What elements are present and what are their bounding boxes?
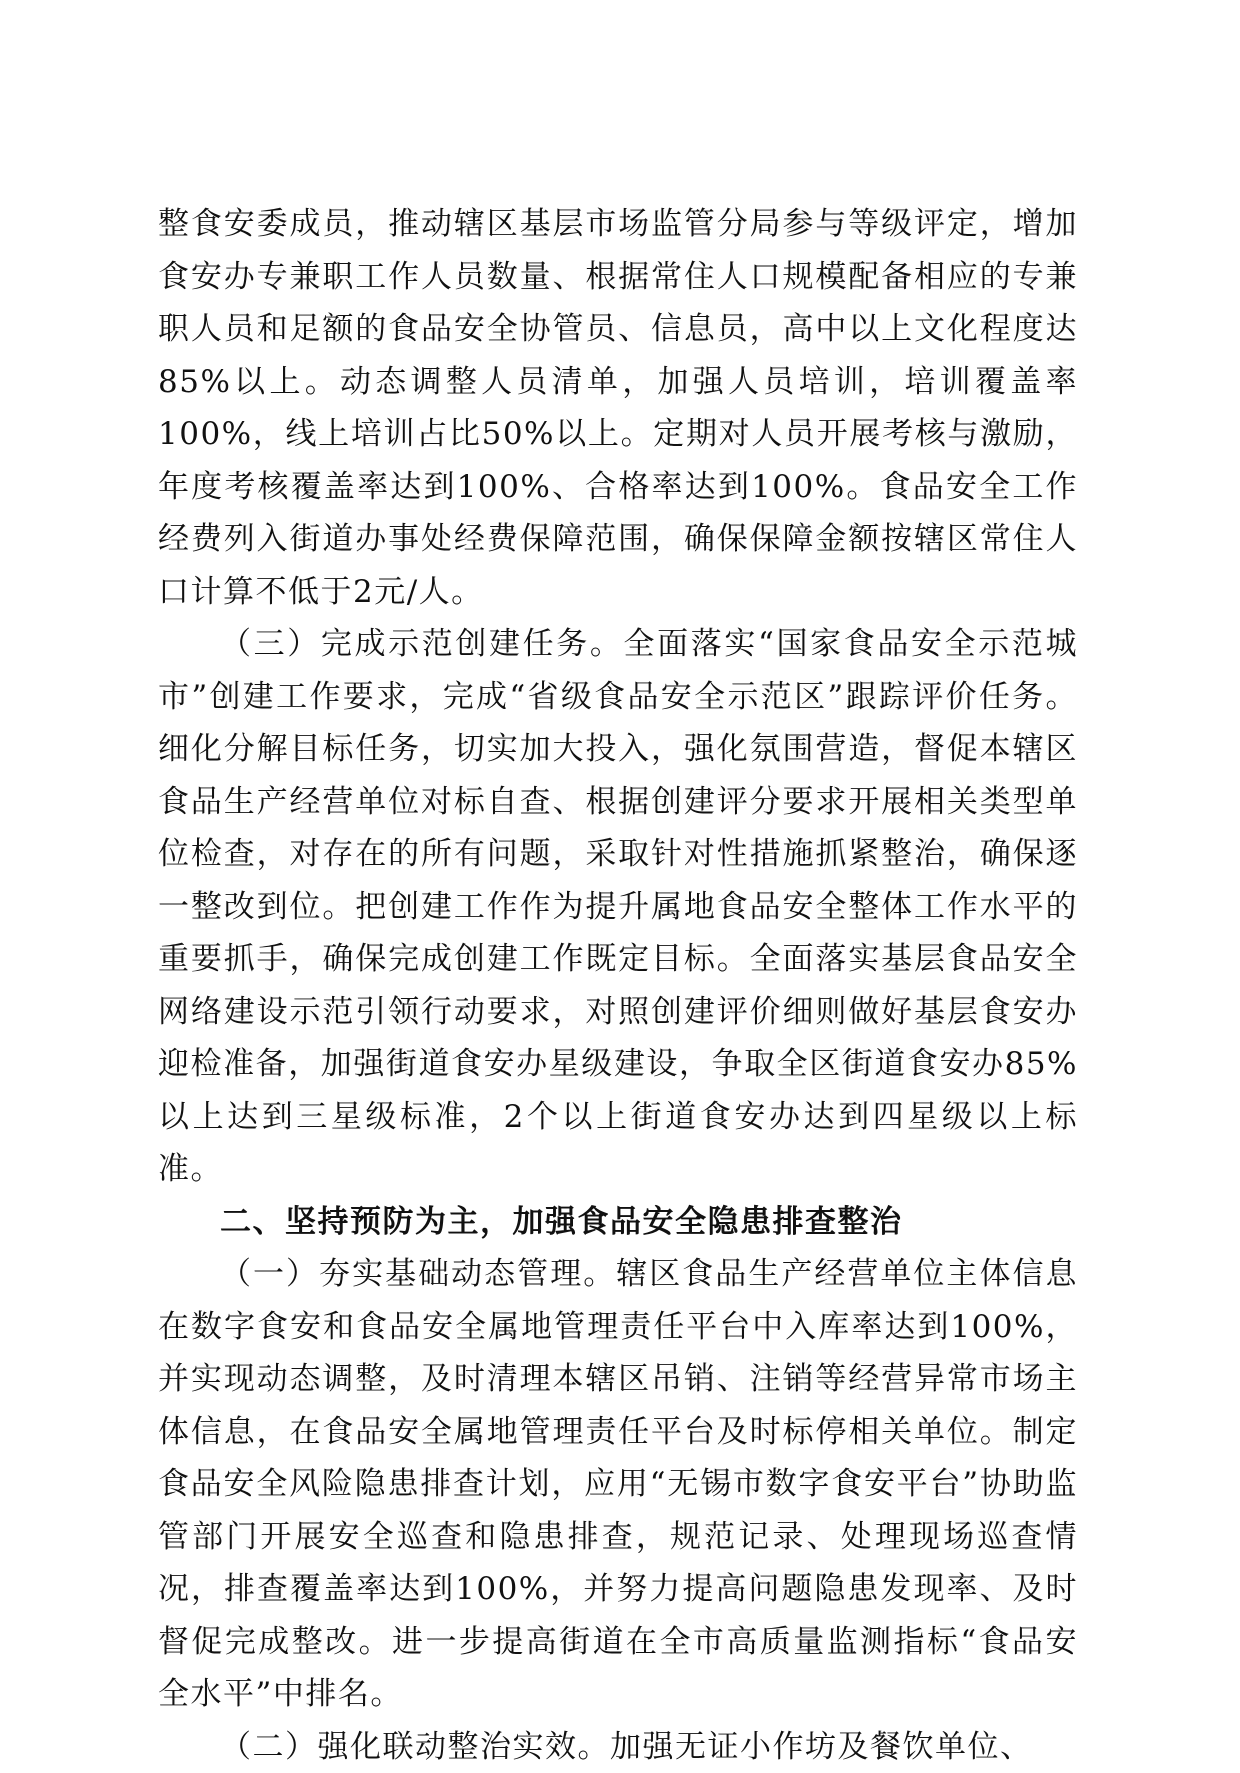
paragraph-staffing-funding: 整食安委成员，推动辖区基层市场监管分局参与等级评定，增加食安办专兼职工作人员数量、根据常住人口规模配备相应的专兼职人员和足额的食品安全协管员、信息员，高中以上文化程度达85%以上。动态调整人员清单，加强人员培训，培训覆盖率100%，线上培训占比50%以上。定期对人员开展考核与激励，年度考核覆盖率达到100%、合格率达到100%。食品安全工作经费列入街道办事处经费保障范围，确保保障金额按辖区常住人口计算不低于2元/人。 [158,198,1078,618]
document-body [158,198,1078,1773]
paragraph-dynamic-management: （一）夯实基础动态管理。辖区食品生产经营单位主体信息在数字食安和食品安全属地管理责任平台中入库率达到100%，并实现动态调整，及时清理本辖区吊销、注销等经营异常市场主体信息，在食品安全属地管理责任平台及时标停相关单位。制定食品安全风险隐患排查计划，应用“无锡市数字食安平台”协助监管部门开展安全巡查和隐患排查，规范记录、处理现场巡查情况，排查覆盖率达到100%，并努力提高问题隐患发现率、及时督促完成整改。进一步提高街道在全市高质量监测指标“食品安全水平”中排名。 [158,1248,1078,1721]
section-heading-prevention: 二、坚持预防为主，加强食品安全隐患排查整治 [158,1196,1078,1249]
paragraph-joint-rectification: （二）强化联动整治实效。加强无证小作坊及餐饮单位、 [158,1721,1078,1773]
paragraph-demonstration-task: （三）完成示范创建任务。全面落实“国家食品安全示范城市”创建工作要求，完成“省级食品安全示范区”跟踪评价任务。细化分解目标任务，切实加大投入，强化氛围营造，督促本辖区食品生产经营单位对标自查、根据创建评分要求开展相关类型单位检查，对存在的所有问题，采取针对性措施抓紧整治，确保逐一整改到位。把创建工作作为提升属地食品安全整体工作水平的重要抓手，确保完成创建工作既定目标。全面落实基层食品安全网络建设示范引领行动要求，对照创建评价细则做好基层食安办迎检准备，加强街道食安办星级建设，争取全区街道食安办85%以上达到三星级标准，2个以上街道食安办达到四星级以上标准。 [158,618,1078,1196]
